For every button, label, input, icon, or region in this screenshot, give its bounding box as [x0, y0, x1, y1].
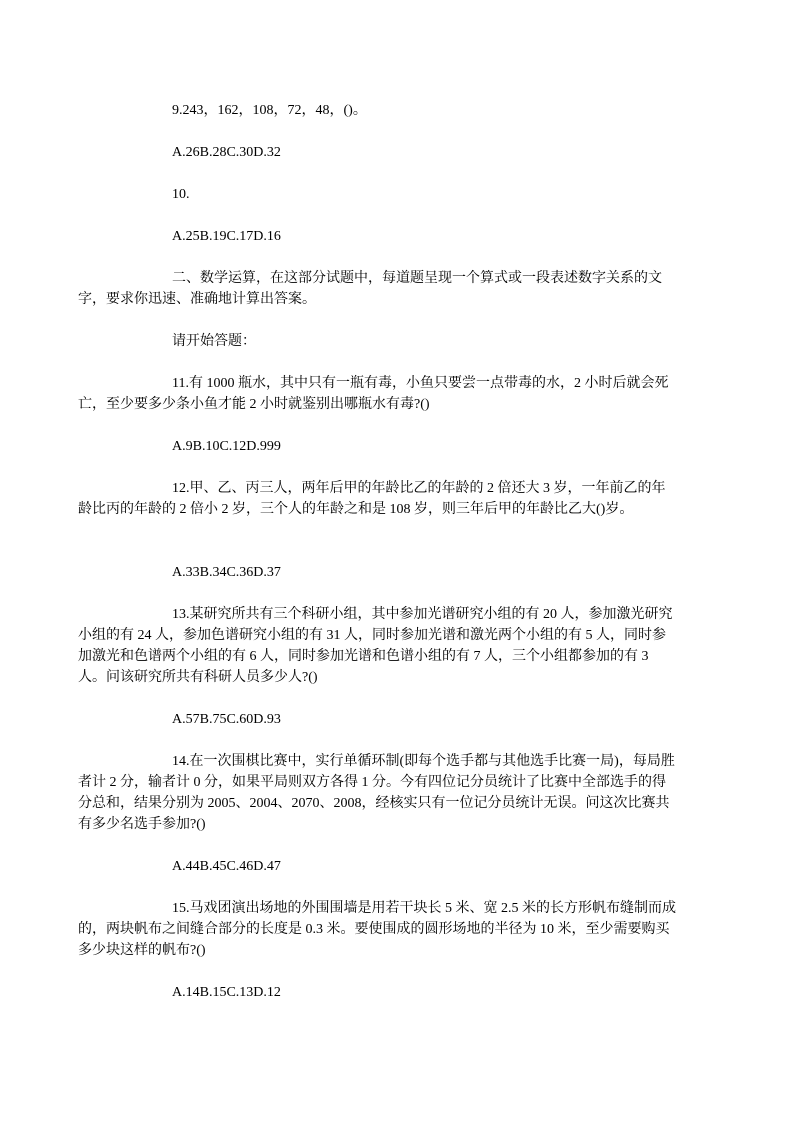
question-14-text: 14.在一次围棋比赛中，实行单循环制(即每个选手都与其他选手比赛一局)，每局胜者计 2 分，输者计 0 分，如果平局则双方各得 1 分。今有四位记分员统计了比赛中全部选手的得分总和，结果分别为 2005、2004、2070、2008，经核实只有一位记分员统计无误。问这次比赛共有多少名选手参加?(): [78, 754, 675, 832]
question-11-options: A.9B.10C.12D.999: [172, 439, 281, 454]
exam-document-body: [78, 100, 678, 1003]
question-15-text: 15.马戏团演出场地的外围围墙是用若干块长 5 米、宽 2.5 米的长方形帆布缝制而成的，两块帆布之间缝合部分的长度是 0.3 米。要使围成的圆形场地的半径为 10 米，至少需要购买多少块这样的帆布?(): [78, 901, 676, 958]
question-13-options: A.57B.75C.60D.93: [172, 712, 281, 727]
section-heading-math-operations: 二、数学运算，在这部分试题中，每道题呈现一个算式或一段表述数字关系的文字，要求你迅速、准确地计算出答案。: [78, 271, 662, 307]
question-10-text: 10.: [172, 187, 190, 202]
begin-answering-prompt: 请开始答题：: [172, 334, 256, 349]
question-15-options: A.14B.15C.13D.12: [172, 985, 281, 1000]
question-14-options: A.44B.45C.46D.47: [172, 859, 281, 874]
question-13-text: 13.某研究所共有三个科研小组，其中参加光谱研究小组的有 20 人，参加激光研究小组的有 24 人，参加色谱研究小组的有 31 人，同时参加光谱和激光两个小组的有 5 人，同时参加激光和色谱两个小组的有 6 人，同时参加光谱和色谱小组的有 7 人，三个小组都参加的有 3 人。问该研究所共有科研人员多少人?(): [78, 607, 673, 685]
question-9-options: A.26B.28C.30D.32: [172, 145, 281, 160]
question-12-options: A.33B.34C.36D.37: [172, 565, 281, 580]
question-9-text: 9.243，162，108，72，48，()。: [172, 103, 367, 118]
question-10-options: A.25B.19C.17D.16: [172, 229, 281, 244]
question-12-text: 12.甲、乙、丙三人，两年后甲的年龄比乙的年龄的 2 倍还大 3 岁，一年前乙的年龄比丙的年龄的 2 倍小 2 岁，三个人的年龄之和是 108 岁，则三年后甲的年龄比乙大()岁。: [78, 481, 666, 517]
question-11-text: 11.有 1000 瓶水，其中只有一瓶有毒，小鱼只要尝一点带毒的水，2 小时后就会死亡，至少要多少条小鱼才能 2 小时就鉴别出哪瓶水有毒?(): [78, 376, 669, 412]
